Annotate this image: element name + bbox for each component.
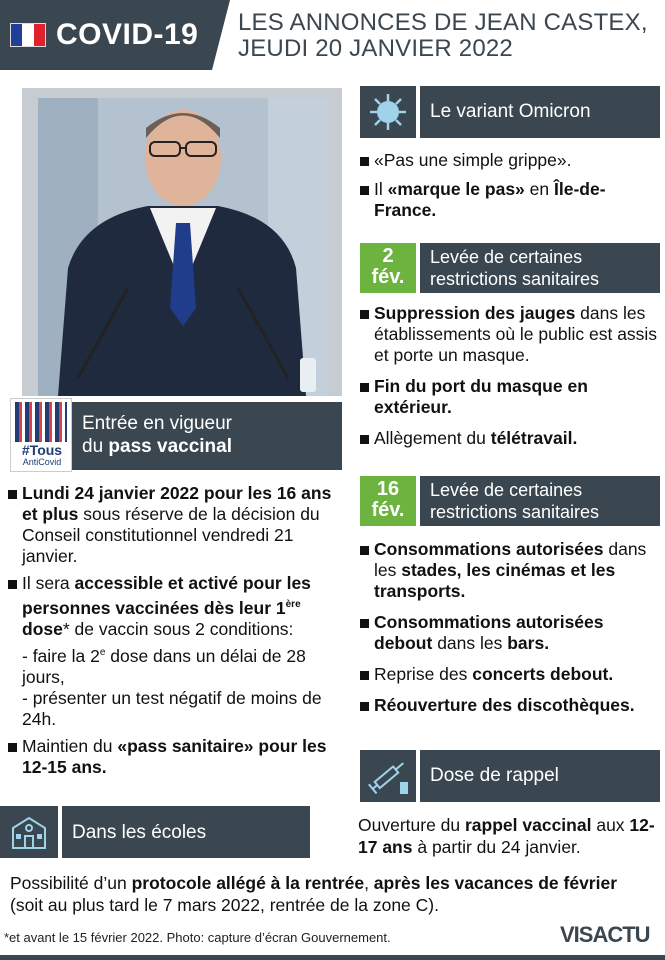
school-icon — [9, 814, 49, 850]
feb16-list — [360, 539, 660, 716]
ecoles-text: Possibilité d’un protocole allégé à la rentrée, après les vacances de février (soit au plus tard le 7 mars 2022, rentrée de la zone C). — [10, 873, 618, 915]
omicron-list — [360, 150, 660, 221]
list-item: Reprise des concerts debout. — [360, 664, 660, 685]
list-item: Il sera accessible et activé pour les personnes vaccinées dès leur 1ère dose* de vaccin sous 2 conditions: — [8, 573, 346, 640]
date-badge-feb16: 16 fév. — [360, 476, 416, 526]
condition-2: - présenter un test négatif de moins de 24h. — [22, 687, 322, 729]
list-item: Allègement du télétravail. — [360, 428, 660, 449]
feb2-heading: Levée de certaines restrictions sanitaires — [420, 243, 660, 293]
date-badge-feb2: 2 fév. — [360, 243, 416, 293]
list-item: Consommations autorisées debout dans les bars. — [360, 612, 660, 654]
footnote: *et avant le 15 février 2022. Photo: capture d’écran Gouvernement. — [4, 930, 391, 945]
bottom-bar — [0, 955, 665, 960]
syringe-icon — [366, 756, 410, 796]
qr-code-icon — [15, 402, 67, 442]
speaker-photo — [38, 98, 328, 396]
header-tag: COVID-19 — [56, 18, 199, 51]
qr-hashtag: #Tous — [21, 442, 63, 458]
omicron-heading: Le variant Omicron — [360, 86, 660, 138]
list-item: Réouverture des discothèques. — [360, 695, 660, 716]
pass-vaccinal-list — [8, 483, 346, 778]
ecoles-heading: Dans les écoles — [62, 806, 310, 858]
condition-1: - faire la 2e dose dans un délai de 28 jours, — [22, 645, 306, 687]
virus-icon-cell — [360, 86, 416, 138]
rappel-text: Ouverture du rappel vaccinal aux 12-17 ans à partir du 24 janvier. — [358, 815, 655, 857]
syringe-icon-cell — [360, 750, 416, 802]
list-item: Consommations autorisées dans les stades, les cinémas et les transports. — [360, 539, 660, 602]
list-item: Lundi 24 janvier 2022 pour les 16 ans et plus sous réserve de la décision du Conseil constitutionnel vendredi 21 janvier. — [8, 483, 346, 567]
brand-logo: VISACTU — [560, 922, 650, 947]
page-title: LES ANNONCES DE JEAN CASTEX, JEUDI 20 JANVIER 2022 — [238, 9, 648, 62]
virus-icon — [368, 92, 408, 132]
list-item: Maintien du «pass sanitaire» pour les 12-15 ans. — [8, 736, 346, 778]
rappel-heading: Dose de rappel — [420, 750, 660, 802]
french-flag-icon — [10, 23, 46, 47]
feb16-heading: Levée de certaines restrictions sanitaires — [420, 476, 660, 526]
header-divider — [212, 0, 230, 70]
list-item: Il «marque le pas» en Île-de-France. — [360, 179, 660, 221]
pass-vaccinal-heading: Entrée en vigueur du pass vaccinal — [72, 402, 342, 470]
feb2-list — [360, 303, 660, 449]
list-item: «Pas une simple grippe». — [360, 150, 660, 171]
header-tag-block — [0, 0, 212, 70]
school-icon-cell — [0, 806, 58, 858]
list-item: Fin du port du masque en extérieur. — [360, 376, 660, 418]
list-item: Suppression des jauges dans les établissements où le public est assis et porte un masque. — [360, 303, 660, 366]
qr-app-name: AntiCovid — [22, 457, 62, 467]
